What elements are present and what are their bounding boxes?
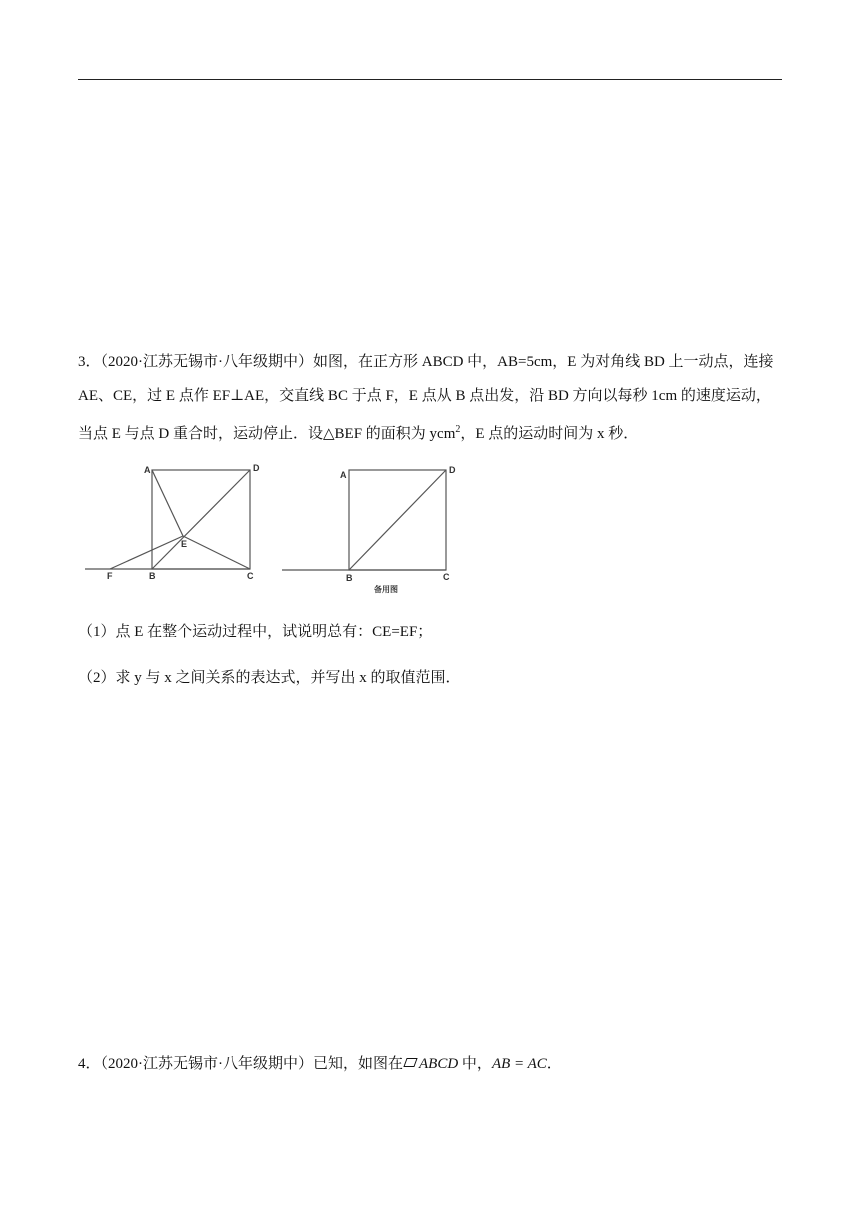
- header-rule: [78, 79, 782, 80]
- q4-suffix: ．: [546, 1056, 562, 1072]
- question-4-text: [78, 1052, 562, 1073]
- q3-line-3b: ，E 点的运动时间为 x 秒．: [460, 426, 639, 442]
- label-B: B: [149, 571, 156, 581]
- label-D: D: [253, 463, 260, 473]
- diagonal-BD: [349, 470, 446, 570]
- question-3-part-2: （2）求 y 与 x 之间关系的表达式，并写出 x 的取值范围．: [78, 670, 461, 686]
- segment-CE: [183, 536, 250, 569]
- segment-AE: [152, 470, 183, 536]
- geometry-figure-1: [85, 460, 270, 585]
- label-F: F: [107, 571, 113, 581]
- superscript-2: 2: [455, 424, 461, 435]
- question-3-part-1: （1）点 E 在整个运动过程中，试说明总有：CE=EF；: [78, 624, 433, 640]
- parallelogram-icon: [403, 1058, 417, 1067]
- q3-line-3a: 当点 E 与点 D 重合时，运动停止．设△BEF 的面积为 ycm: [78, 426, 456, 442]
- q3-line-3: [78, 413, 784, 451]
- figure-caption: 备用图: [374, 585, 398, 594]
- label-A: A: [340, 470, 347, 480]
- label-B: B: [346, 573, 353, 583]
- segment-EF: [110, 536, 183, 569]
- q4-middle: 中，: [458, 1056, 492, 1072]
- q4-equation: AB = AC: [491, 1056, 547, 1072]
- q4-shape: ABCD: [419, 1056, 459, 1072]
- q4-prefix: 4．（2020·江苏无锡市·八年级期中）已知，如图在: [78, 1056, 403, 1072]
- q3-line-1: 3．（2020·江苏无锡市·八年级期中）如图，在正方形 ABCD 中，AB=5cm，E 为对角线 BD 上一动点，连接: [78, 354, 774, 370]
- label-C: C: [443, 572, 450, 582]
- label-A: A: [144, 465, 151, 475]
- label-E: E: [181, 539, 188, 549]
- question-3-text: [78, 345, 784, 451]
- label-C: C: [247, 571, 254, 581]
- diagonal-BD: [152, 470, 250, 569]
- geometry-figure-2: [282, 460, 467, 598]
- q3-line-2: AE、CE，过 E 点作 EF⊥AE，交直线 BC 于点 F，E 点从 B 点出发，沿 BD 方向以每秒 1cm 的速度运动，: [78, 388, 771, 404]
- label-D: D: [449, 465, 456, 475]
